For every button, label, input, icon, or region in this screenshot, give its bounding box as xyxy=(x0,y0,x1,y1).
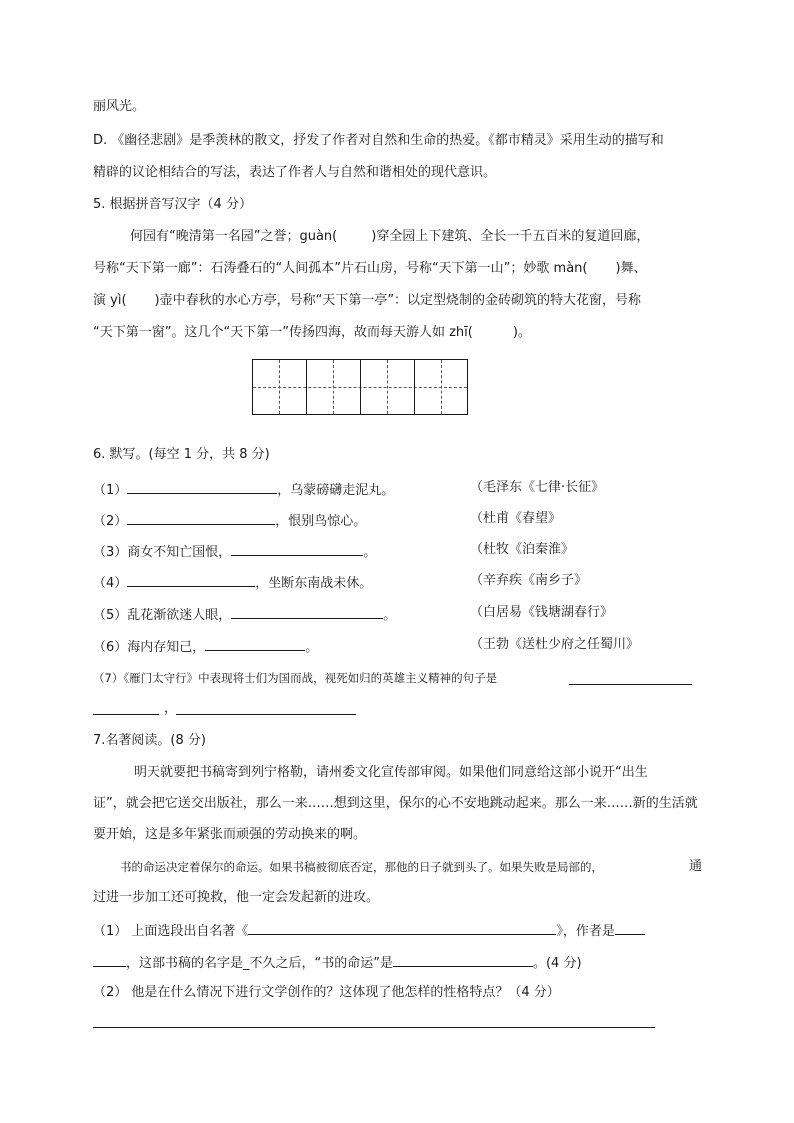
item-text: （3）商女不知亡国恨， xyxy=(93,545,232,560)
answer-blank[interactable] xyxy=(231,604,383,619)
item-text: ，恨别鸟惊心。 xyxy=(275,514,367,529)
item-text: （5）乱花渐欲迷人眼， xyxy=(93,608,232,623)
passage-line: 过进一步加工还可挽救，他一定会发起新的进攻。 xyxy=(93,890,380,905)
text-part: “天下第一窗”。这几个“天下第一”传扬四海，故而每天游人如 zhī( xyxy=(93,325,473,340)
question-text: 。(4 分) xyxy=(532,956,582,971)
question-line: （2） 他是在什么情况下进行文学创作的？这体现了他怎样的性格特点？（4 分） xyxy=(93,985,560,1000)
question-line xyxy=(93,952,582,973)
section-heading: 7.名著阅读。(8 分) xyxy=(93,733,206,748)
item-number: （2） xyxy=(93,514,128,529)
item-text: 。 xyxy=(363,545,377,560)
recitation-item xyxy=(93,572,372,593)
answer-line[interactable] xyxy=(93,1027,655,1028)
question-text: 》，作者是 xyxy=(556,924,615,939)
text-line xyxy=(93,292,641,310)
grid-divider xyxy=(441,360,442,414)
answer-blank[interactable] xyxy=(176,714,356,715)
item-text: ，乌蒙磅礴走泥丸。 xyxy=(277,483,395,498)
item-source: （王勃《送杜少府之任蜀川》 xyxy=(470,637,640,652)
text-line xyxy=(93,260,647,278)
item-source: （白居易《钱塘湖春行》 xyxy=(470,605,614,620)
text-line xyxy=(130,228,649,246)
answer-blank[interactable] xyxy=(127,572,255,587)
grid-divider xyxy=(387,360,388,414)
recitation-item xyxy=(93,541,376,562)
item-source: （杜甫《春望》 xyxy=(470,511,562,526)
item-text: 。 xyxy=(305,640,319,655)
grid-divider xyxy=(306,360,307,414)
answer-blank[interactable] xyxy=(205,636,305,651)
answer-blank[interactable] xyxy=(393,952,533,967)
passage-line: 证”，就会把它送交出版社，那么一来……想到这里，保尔的心不安地跳动起来。那么一来……新的生活就 xyxy=(93,796,698,811)
item-source: （杜牧《泊秦淮》 xyxy=(470,542,575,557)
text-line: D. 《幽径悲剧》是季羡林的散文，抒发了作者对自然和生命的热爱。《都市精灵》采用生动的描写和 xyxy=(93,133,664,148)
grid-divider xyxy=(360,360,361,414)
recitation-item xyxy=(93,510,366,531)
text-part: 何园有“晚清第一名园”之誉；guàn( xyxy=(130,229,338,244)
question-text: ，这部书稿的名字是_不久之后，“书的命运”是 xyxy=(126,956,393,971)
text-line: 丽风光。 xyxy=(93,99,146,114)
item-number: （4） xyxy=(93,576,128,591)
text-part: )舞、 xyxy=(615,261,647,276)
recitation-item xyxy=(93,636,318,657)
text-part: 号称“天下第一廊”：石涛叠石的“人间孤本”片石山房，号称“天下第一山”；妙歌 màn( xyxy=(93,261,588,276)
item-text: ，坐断东南战未休。 xyxy=(255,576,373,591)
text-part: )。 xyxy=(512,325,531,340)
question-line xyxy=(93,920,645,941)
section-heading: 6. 默写。(每空 1 分，共 8 分) xyxy=(93,447,270,462)
text-part: )穿全园上下建筑、全长一千五百米的复道回廊， xyxy=(371,229,650,244)
passage-line: 明天就要把书稿寄到列宁格勒，请州委文化宣传部审阅。如果他们同意给这部小说开“出生 xyxy=(134,765,648,780)
question-text: （1） 上面选段出自名著《 xyxy=(93,924,249,939)
answer-blank[interactable] xyxy=(127,510,275,525)
answer-blank[interactable] xyxy=(231,541,363,556)
item-text: 。 xyxy=(383,608,397,623)
answer-blank[interactable] xyxy=(248,920,556,935)
answer-blank[interactable] xyxy=(93,714,159,715)
item-text: ， xyxy=(164,701,178,716)
recitation-item xyxy=(93,604,396,625)
section-heading: 5. 根据拼音写汉字（4 分） xyxy=(93,197,252,212)
item-number: （1） xyxy=(93,483,128,498)
text-line: 精辟的议论相结合的写法，表达了作者人与自然和谐相处的现代意识。 xyxy=(93,165,497,180)
text-line xyxy=(93,324,531,342)
text-part: 演 yì( xyxy=(93,293,127,308)
text-part: )壶中春秋的水心方亭，号称“天下第一亭”：以定型烧制的金砖砌筑的特大花窗，号称 xyxy=(154,293,642,308)
grid-divider xyxy=(333,360,334,414)
grid-divider xyxy=(279,360,280,414)
character-grid[interactable] xyxy=(252,359,468,415)
recitation-item: （7）《雁门太守行》中表现将士们为国而战，视死如归的英雄主义精神的句子是 xyxy=(93,671,498,685)
item-source: （辛弃疾《南乡子》 xyxy=(470,573,588,588)
passage-line: 通 xyxy=(689,859,703,874)
answer-blank[interactable] xyxy=(569,684,692,685)
answer-blank[interactable] xyxy=(93,952,126,967)
grid-divider xyxy=(414,360,415,414)
item-source: （毛泽东《七律·长征》 xyxy=(470,480,605,495)
recitation-item xyxy=(93,479,394,500)
passage-line: 要开始，这是多年紧张而顽强的劳动换来的啊。 xyxy=(93,827,367,842)
answer-blank[interactable] xyxy=(615,920,645,935)
item-text: （6）海内存知己， xyxy=(93,640,206,655)
answer-blank[interactable] xyxy=(127,479,277,494)
passage-line: 书的命运决定着保尔的命运。如果书稿被彻底否定，那他的日子就到头了。如果失败是局部的， xyxy=(120,860,603,874)
